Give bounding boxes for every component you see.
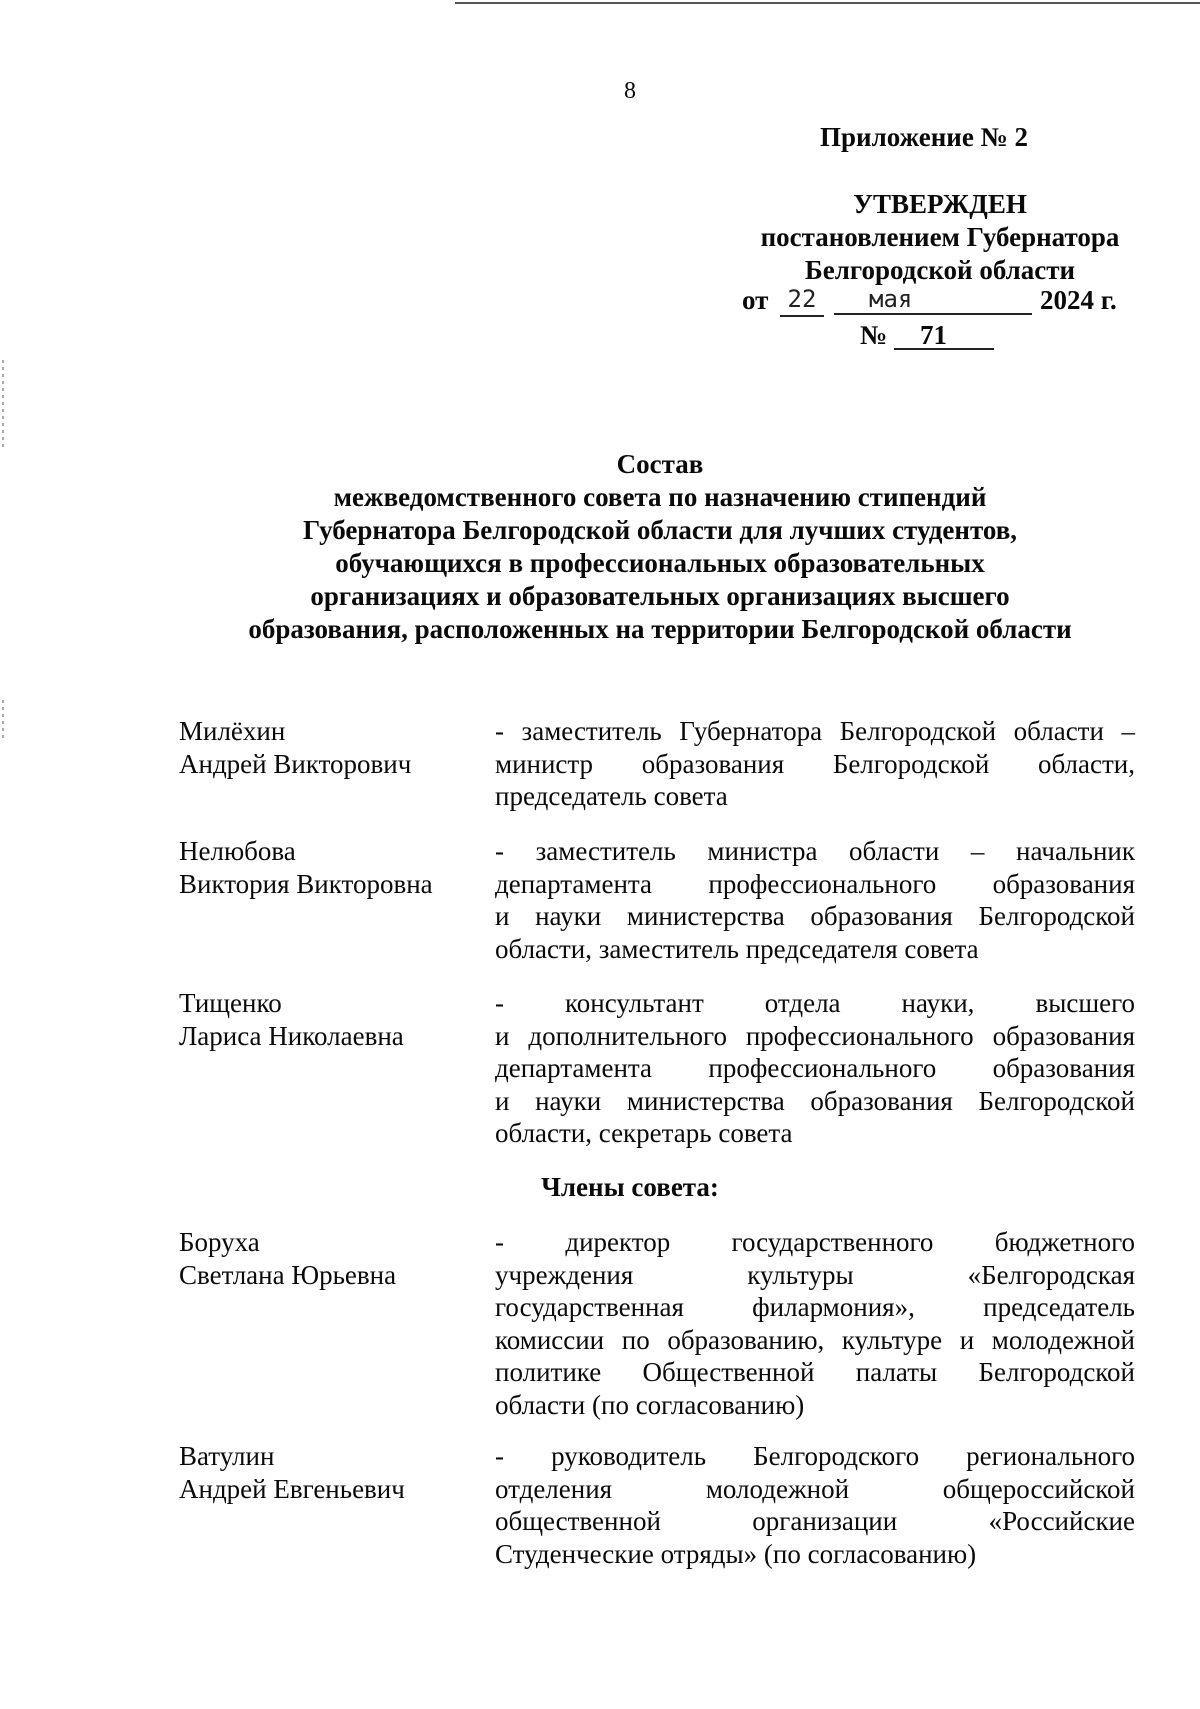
date-year: 2024 г. xyxy=(1040,285,1117,315)
appendix-label: Приложение № 2 xyxy=(820,122,1028,152)
member-given-names: Андрей Викторович xyxy=(179,748,412,779)
number-label: № xyxy=(860,320,888,350)
member-given-names: Виктория Викторовна xyxy=(179,868,433,899)
approval-line-1: постановлением Губернатора xyxy=(760,222,1120,252)
role-line: комиссии по образованию, культуре и молодежной xyxy=(495,1324,1135,1355)
date-month: мая xyxy=(834,285,1032,315)
member-name xyxy=(179,835,469,900)
member-name xyxy=(179,987,469,1052)
role-line: отделения молодежной общероссийской xyxy=(495,1473,1135,1504)
member-given-names: Андрей Евгеньевич xyxy=(179,1473,405,1504)
scan-perforation-mark xyxy=(2,700,4,740)
role-line: - заместитель Губернатора Белгородской области – xyxy=(495,716,1135,746)
role-line: - заместитель министра области – начальник xyxy=(495,836,1135,866)
member-surname: Боруха xyxy=(179,1227,260,1257)
role-line: области, заместитель председателя совета xyxy=(495,933,979,964)
number-value: 71 xyxy=(894,320,994,350)
members-heading: Члены совета: xyxy=(541,1172,719,1202)
approval-heading: УТВЕРЖДЕН xyxy=(853,189,1027,219)
member-surname: Нелюбова xyxy=(179,836,296,866)
approval-number xyxy=(860,320,995,354)
document-title xyxy=(160,448,1160,646)
title-line-1: Состав xyxy=(616,449,704,479)
approval-date xyxy=(742,285,1132,319)
top-edge-line xyxy=(455,2,1200,4)
title-line-5: организациях и образовательных организациях высшего xyxy=(310,581,1010,611)
member-name xyxy=(179,1440,469,1505)
scan-perforation-mark xyxy=(2,360,4,450)
title-line-4: обучающихся в профессиональных образовательных xyxy=(335,548,985,578)
role-line: - руководитель Белгородского регионального xyxy=(495,1441,1135,1471)
role-line: министр образования Белгородской области, xyxy=(495,748,1135,779)
role-line: общественной организации «Российские xyxy=(495,1506,1135,1536)
member-name xyxy=(179,715,469,780)
role-line: департамента профессионального образования xyxy=(495,1053,1135,1083)
date-day: 22 xyxy=(780,285,824,317)
member-role xyxy=(495,987,1135,1150)
role-line: Студенческие отряды» (по согласованию) xyxy=(495,1538,977,1569)
role-line: и науки министерства образования Белгородской xyxy=(495,1085,1135,1116)
member-role xyxy=(495,715,1135,813)
role-line: департамента профессионального образования xyxy=(495,868,1135,899)
approval-block xyxy=(735,188,1145,287)
member-surname: Тищенко xyxy=(179,988,282,1018)
role-line: политике Общественной палаты Белгородской xyxy=(495,1357,1135,1387)
role-line: области, секретарь совета xyxy=(495,1118,793,1148)
role-line: учреждения культуры «Белгородская xyxy=(495,1259,1135,1290)
role-line: - директор государственного бюджетного xyxy=(495,1227,1135,1257)
title-line-2: межведомственного совета по назначению стипендий xyxy=(333,482,987,512)
date-prefix: от xyxy=(742,285,769,315)
role-line: области (по согласованию) xyxy=(495,1389,805,1420)
member-surname: Ватулин xyxy=(179,1441,275,1471)
member-role xyxy=(495,835,1135,965)
title-line-3: Губернатора Белгородской области для лучших студентов, xyxy=(302,515,1018,545)
title-line-6: образования, расположенных на территории Белгородской области xyxy=(248,614,1072,644)
member-given-names: Лариса Николаевна xyxy=(179,1020,404,1051)
role-line: и дополнительного профессионального образования xyxy=(495,1020,1135,1051)
approval-line-2: Белгородской области xyxy=(804,255,1076,285)
member-given-names: Светлана Юрьевна xyxy=(179,1259,397,1290)
role-line: и науки министерства образования Белгородской xyxy=(495,901,1135,931)
role-line: государственная филармония», председатель xyxy=(495,1292,1135,1322)
role-line: председатель совета xyxy=(495,781,728,811)
member-surname: Милёхин xyxy=(179,716,286,746)
member-role xyxy=(495,1440,1135,1570)
member-role xyxy=(495,1226,1135,1421)
role-line: - консультант отдела науки, высшего xyxy=(495,988,1135,1018)
page-number: 8 xyxy=(624,78,636,104)
member-name xyxy=(179,1226,469,1291)
